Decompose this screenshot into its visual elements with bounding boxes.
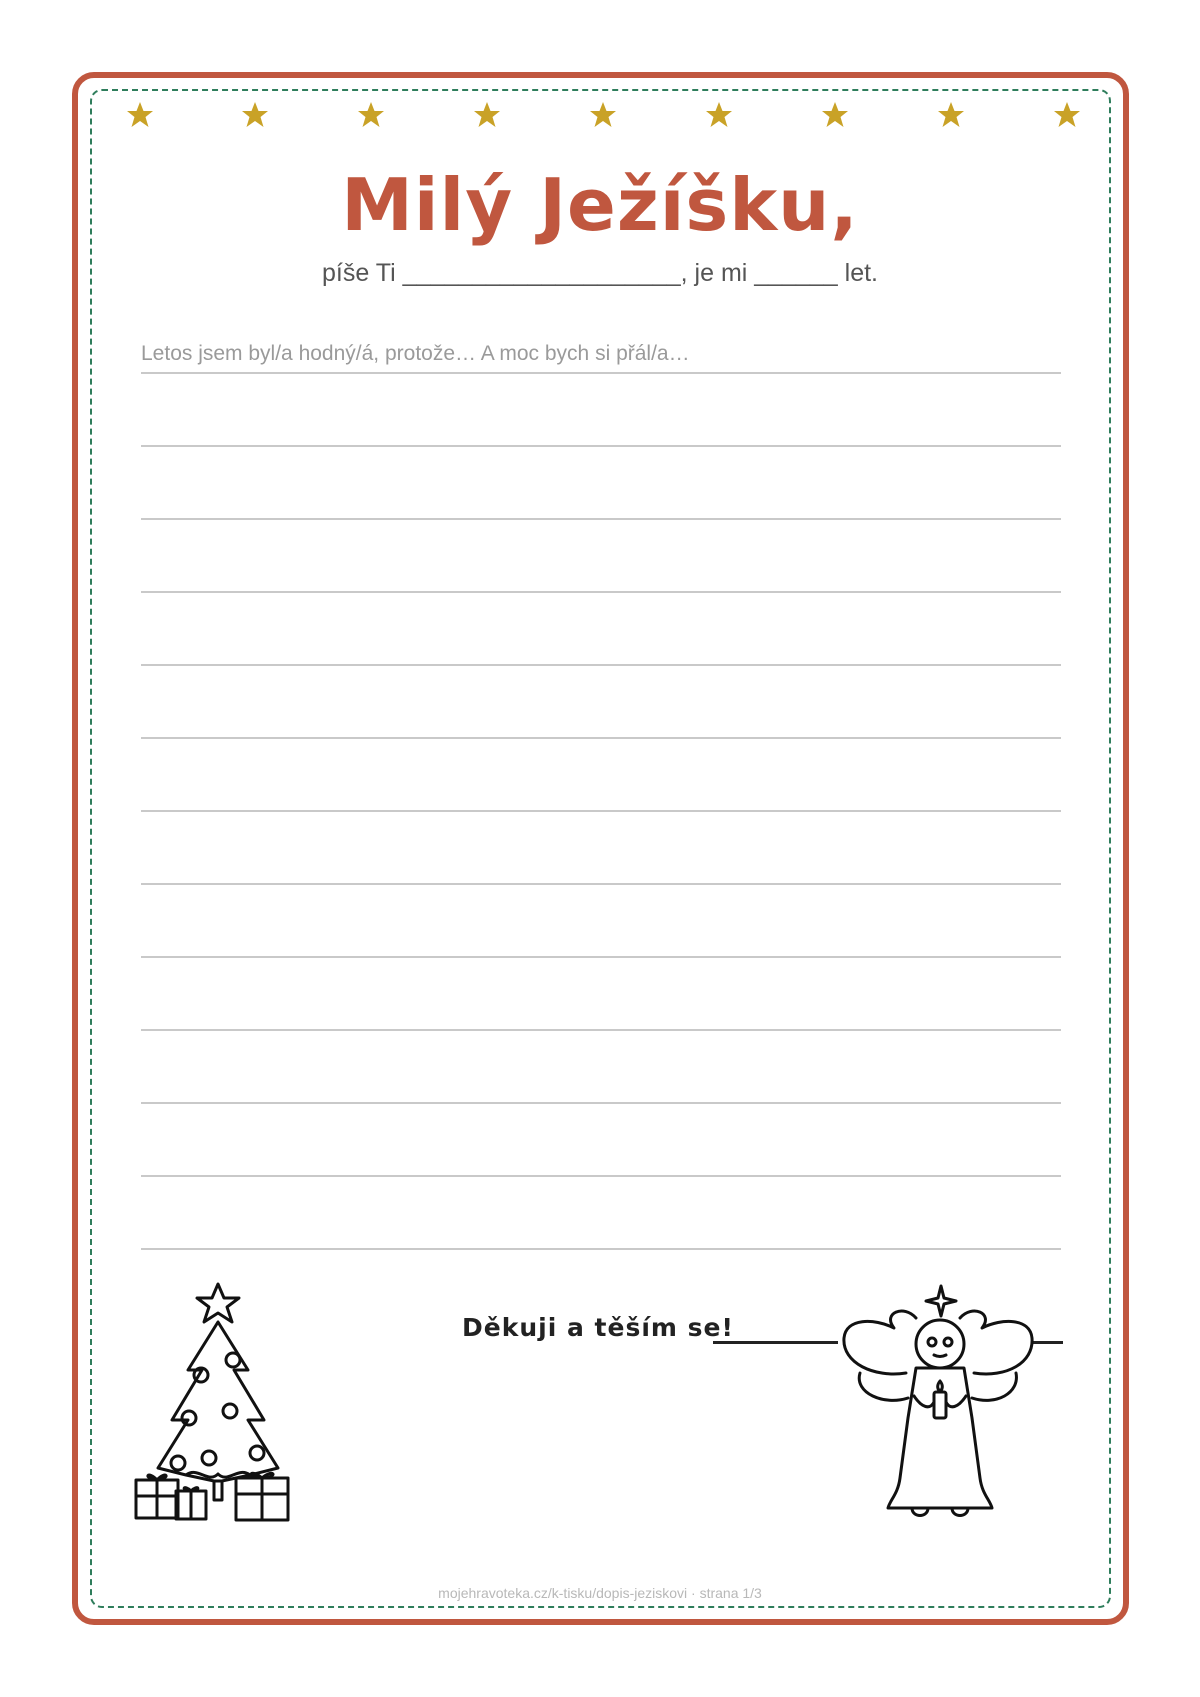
writing-line	[141, 1029, 1061, 1031]
star-icon	[936, 100, 966, 130]
writing-line	[141, 737, 1061, 739]
writing-line	[141, 664, 1061, 666]
writing-line	[141, 518, 1061, 520]
star-icon	[356, 100, 386, 130]
writing-line	[141, 1248, 1061, 1250]
writing-line	[141, 883, 1061, 885]
letter-prompt: Letos jsem byl/a hodný/á, protože… A moc bych si přál/a…	[141, 342, 690, 365]
star-icon	[1052, 100, 1082, 130]
star-icon	[588, 100, 618, 130]
star-icon	[125, 100, 155, 130]
writing-line	[141, 810, 1061, 812]
page-footer: mojehravoteka.cz/k-tisku/dopis-jeziskovi · strana 1/3	[438, 1585, 762, 1601]
star-icon	[240, 100, 270, 130]
writing-line	[141, 372, 1061, 374]
signature-line	[713, 1341, 838, 1344]
writing-line	[141, 591, 1061, 593]
signature-line-end	[1031, 1341, 1063, 1344]
writing-line	[141, 1175, 1061, 1177]
writing-line	[141, 956, 1061, 958]
star-row	[0, 100, 1200, 140]
writing-line	[141, 1102, 1061, 1104]
christmas-tree-illustration	[128, 1278, 308, 1524]
star-icon	[472, 100, 502, 130]
star-icon	[704, 100, 734, 130]
sender-line: píše Ti ____________________, je mi ______ let.	[321, 259, 878, 287]
star-icon	[820, 100, 850, 130]
writing-line	[141, 445, 1061, 447]
angel-illustration	[834, 1278, 1034, 1524]
closing-thanks: Děkuji a těším se!	[462, 1313, 734, 1342]
letter-title: Milý Ježíšku,	[341, 163, 859, 247]
